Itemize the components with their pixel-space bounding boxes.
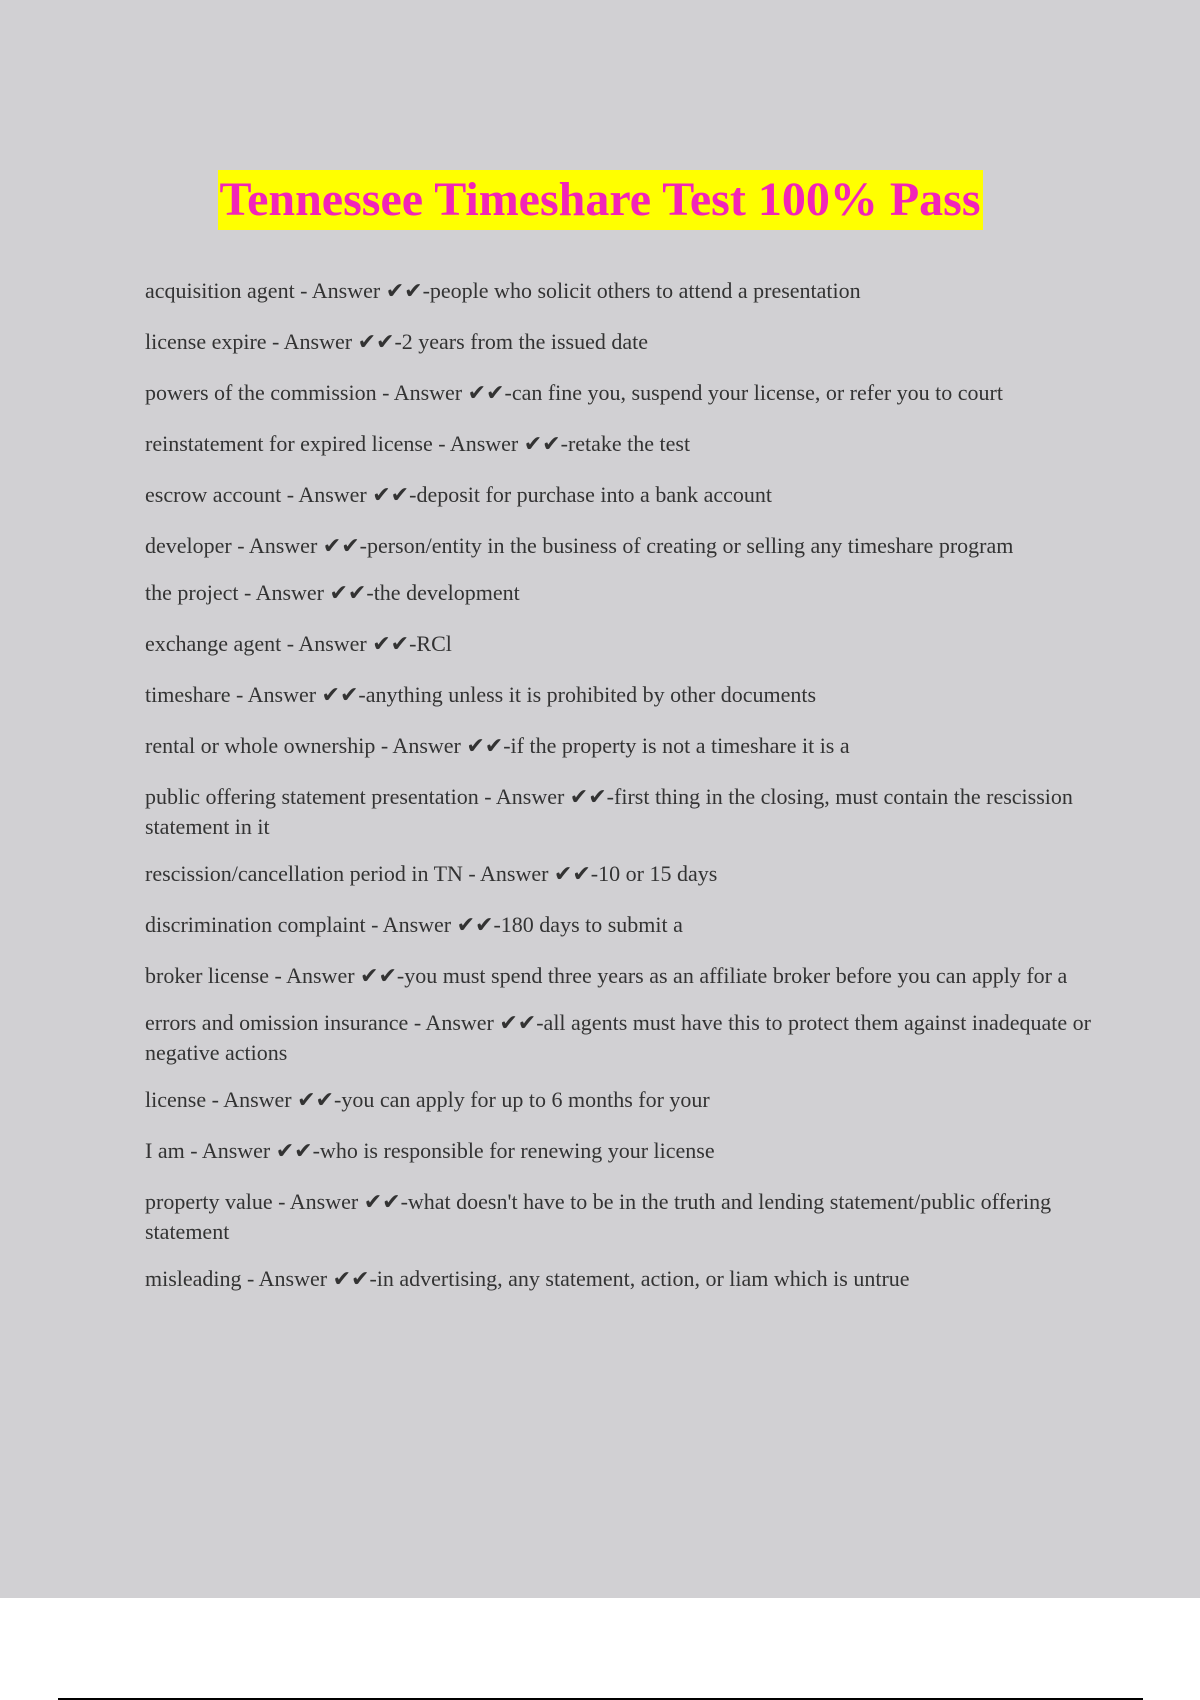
qa-item: I am - Answer ✔✔-who is responsible for renewing your license <box>145 1138 715 1163</box>
title-container <box>0 170 1200 230</box>
qa-item: rescission/cancellation period in TN - Answer ✔✔-10 or 15 days <box>145 861 718 886</box>
qa-item: acquisition agent - Answer ✔✔-people who solicit others to attend a presentation <box>145 278 861 303</box>
qa-item: powers of the commission - Answer ✔✔-can fine you, suspend your license, or refer you to court <box>145 380 1003 405</box>
qa-list <box>145 276 1095 1315</box>
qa-item: reinstatement for expired license - Answer ✔✔-retake the test <box>145 431 691 456</box>
qa-item: discrimination complaint - Answer ✔✔-180 days to submit a <box>145 912 683 937</box>
qa-item: exchange agent - Answer ✔✔-RCl <box>145 631 452 656</box>
qa-item: public offering statement presentation - Answer ✔✔-first thing in the closing, must contain the rescission statement in it <box>145 784 1073 839</box>
qa-item: escrow account - Answer ✔✔-deposit for purchase into a bank account <box>145 482 772 507</box>
document-title: Tennessee Timeshare Test 100% Pass <box>218 170 983 230</box>
qa-item: property value - Answer ✔✔-what doesn't have to be in the truth and lending statement/public offering statement <box>145 1189 1052 1244</box>
page-footer <box>0 1598 1200 1700</box>
qa-item: the project - Answer ✔✔-the development <box>145 580 520 605</box>
qa-item: broker license - Answer ✔✔-you must spend three years as an affiliate broker before you can apply for a <box>145 963 1068 988</box>
qa-item: errors and omission insurance - Answer ✔✔-all agents must have this to protect them against inadequate or negative actions <box>145 1010 1091 1065</box>
qa-item: license - Answer ✔✔-you can apply for up to 6 months for your <box>145 1087 710 1112</box>
qa-item: rental or whole ownership - Answer ✔✔-if the property is not a timeshare it is a <box>145 733 850 758</box>
qa-item: misleading - Answer ✔✔-in advertising, any statement, action, or liam which is untrue <box>145 1266 910 1291</box>
qa-item: timeshare - Answer ✔✔-anything unless it is prohibited by other documents <box>145 682 817 707</box>
qa-item: developer - Answer ✔✔-person/entity in the business of creating or selling any timeshare program <box>145 533 1014 558</box>
qa-item: license expire - Answer ✔✔-2 years from the issued date <box>145 329 648 354</box>
